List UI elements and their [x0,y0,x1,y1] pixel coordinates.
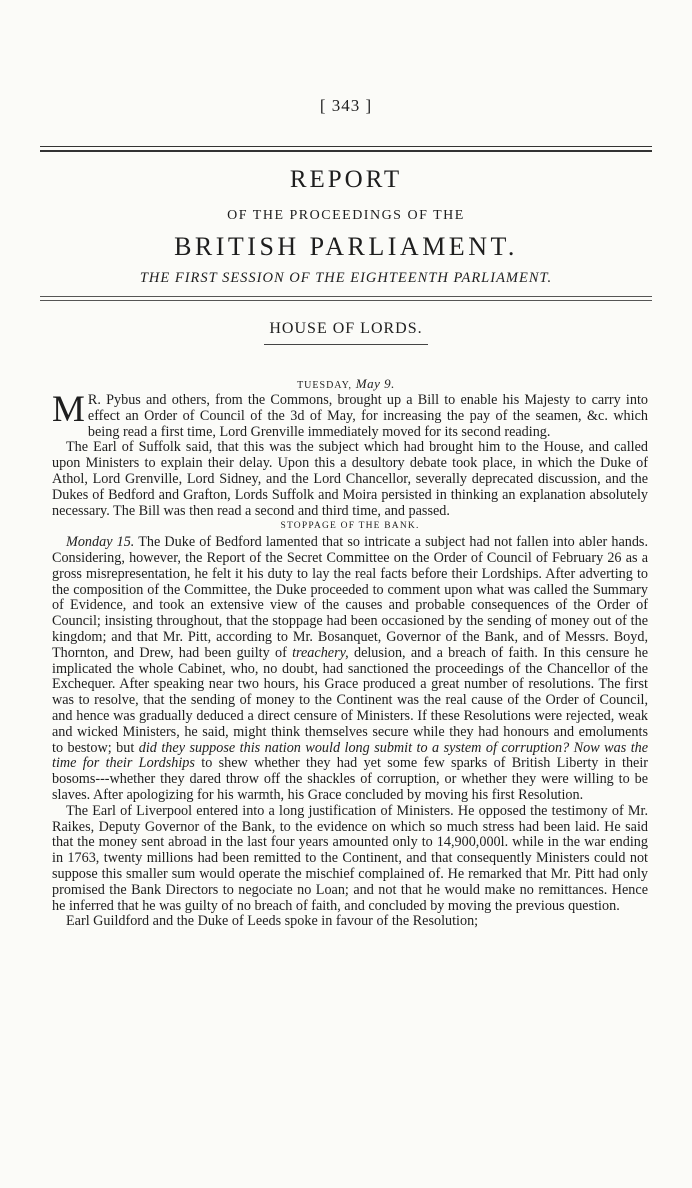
paragraph-3-to: to [201,755,213,772]
header-rule-double [40,300,652,301]
paragraph-3-date: Monday 15. [66,534,135,551]
section-heading: HOUSE OF LORDS. [269,320,423,337]
report-subtitle: OF THE PROCEEDINGS OF THE [227,208,465,223]
paragraph-2: The Earl of Suffolk said, that this was the subject which had brought him to the House, and called upon Ministers to explain their delay. Upon this a desultory debate took place, in which the Duke of Athol, Lord Grenville, Lord Sidney, and the Lord Chancellor, severally deprecated discussion, and the Dukes of Bedford and Grafton, Lords Suffolk and Moira persisted in thinking an explanation absolutely necessary. The Bill was then read a second and third time, and passed. [52,439,648,519]
top-rule-double [40,150,652,152]
paragraph-3-shew: shew whether they had yet some few sparks of British Liberty in their bosoms---whether they dared throw off the shackles of corruption, or whether they were willing to be slaves. [52,755,649,803]
header-rule [40,296,652,297]
paragraph-3-text-a: The Duke of Bedford lamented that so intricate a subject had not fallen into abler hands. Considering, however, the Report of the Secret Committee on the Order of Council of February 26 as a gross misrepresentation, he felt it his duty to lay the real facts before their Lordships. After adverting to the composition of the Committee, the Duke proceeded to comment upon what was called the Summary of Evidence, and took an extensive view of the causes and probable consequences of the Order of Council; insisting throughout, that the stoppage had been occasioned by the sending of money out of the kingdom; and that Mr. Pitt, according to Mr. Bosanquet, Governor of the Bank, and of Messrs. Boyd, Thornton, and Drew, had been guilty of [52,534,648,661]
paragraph-3-but: but [116,739,135,756]
date-date: May 9. [355,376,395,391]
paragraph-1 [52,389,648,440]
paragraph-3-text-c: After apologizing for his warmth, his Grace concluded by moving his first Resolution. [93,786,584,803]
paragraph-4: The Earl of Liverpool entered into a long justification of Ministers. He opposed the testimony of Mr. Raikes, Deputy Governor of the Bank, to the evidence on which so much stress had been laid. He said that the money sent abroad in the last four years amounted only to 14,900,000l. while in the war ending in 1763, twenty millions had been remitted to the Continent, and that consequently Ministers could not suppose this smaller sum would operate the mischief complained of. He remarked that Mr. Pitt had only promised the Bank Directors to negociate no Loan; and not that he would make no remittances. Hence he inferred that he was guilty of no breach of faith, and concluded by moving the previous question. [52,802,648,914]
page-number: [ 343 ] [319,96,373,115]
paragraph-3-italic-1: did they suppose this nation would long submit to a system of corruption? Now was the time for their Lordships [52,739,649,772]
paragraph-3-treachery: treachery, [292,644,349,661]
section-heading-underline [264,344,428,345]
subsection-caption: STOPPAGE OF THE BANK. [280,521,420,532]
paragraph-5: Earl Guildford and the Duke of Leeds spoke in favour of the Resolution; [66,913,479,930]
paragraph-1-text: R. Pybus and others, from the Commons, brought up a Bill to enable his Majesty to carry into effect an Order of Council of the 3d of May, for increasing the pay of the seamen, &c. which being read a first time, Lord Grenville immediately moved for its second reading. [87,392,648,440]
top-rule [40,146,652,147]
session-title: THE FIRST SESSION OF THE EIGHTEENTH PARLIAMENT. [139,270,553,286]
date-day: TUESDAY, [297,380,353,391]
date-line [0,376,692,392]
paragraph-3 [52,535,648,804]
paragraph-3-text-b: delusion, and a breach of faith. In this censure he implicated the whole Cabinet, who, no doubt, had sanctioned the proceedings of the Chancellor of the Exchequer. After speaking near two hours, his Grace produced a great number of resolutions. The first was to resolve, that the sending of money to the Continent was the real cause of the Order of Council, and hence was gradually deduced a direct censure of Ministers. If these Resolutions were rejected, weak and wicked Ministers, he said, might think themselves secure while they had honours and emoluments to bestow; [52,644,649,756]
article-body [52,389,649,930]
parliament-title: BRITISH PARLIAMENT. [174,232,518,261]
report-title: REPORT [289,166,403,193]
drop-cap: M [52,389,85,430]
